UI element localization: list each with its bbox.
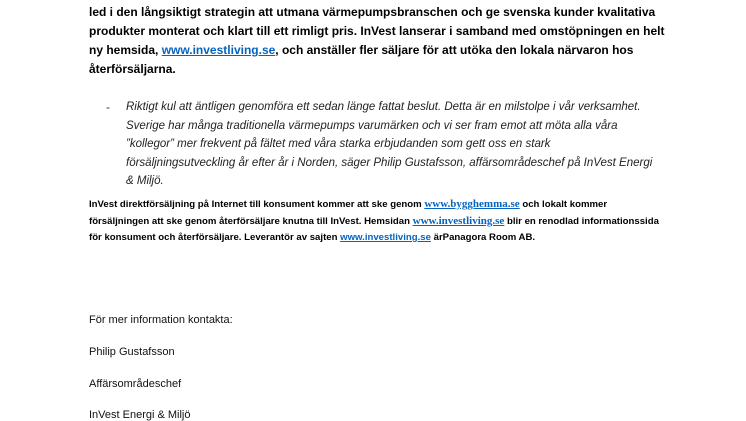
lead-text-1: led i den långsiktigt strategin att utmana värmepumpsbranschen och ge svenska kunder kvalitativa produkter monterat och klart till ett rimligt pris. InVest lanserar i samband med omstöpningen en helt ny hemsida, bbox=[89, 5, 665, 57]
contact-name: Philip Gustafsson bbox=[89, 346, 175, 358]
sales-text-4: ärPanagora Room AB. bbox=[430, 232, 536, 243]
investliving-link[interactable]: www.investliving.se bbox=[161, 43, 276, 57]
lead-text-2: , och anställer fler säljare för att utöka den lokala närvaron hos återförsäljarna. bbox=[89, 43, 634, 76]
contact-title: Affärsområdeschef bbox=[89, 378, 182, 390]
investliving-link-3[interactable]: www.investliving.se bbox=[340, 232, 431, 243]
contact-intro: För mer information kontakta: bbox=[89, 314, 233, 326]
sales-paragraph bbox=[89, 196, 659, 246]
sales-text-3: blir en renodlad informationssida för konsument och återförsäljare. Leverantör av sajten bbox=[89, 216, 659, 243]
investliving-link-2[interactable]: www.investliving.se bbox=[412, 215, 505, 227]
contact-company: InVest Energi & Miljö bbox=[89, 409, 191, 421]
sales-text-2: och lokalt kommer försäljningen att ske genom återförsäljare knutna till InVest. Hemsidan bbox=[89, 199, 608, 227]
bygghemma-link[interactable]: www.bygghemma.se bbox=[424, 198, 520, 210]
lead-paragraph bbox=[89, 3, 669, 79]
quote-dash: - bbox=[106, 100, 110, 114]
quote-text: Riktigt kul att äntligen genomföra ett sedan länge fattat beslut. Detta är en milstolpe i vår verksamhet. Sverige har många traditionella värmepumps varumärken och vi ser fram emot att möta alla våra ”kollegor” mer frekvent på fältet med våra starka erbjudanden som gett oss en stark försäljningsutveckling år efter år i Norden, säger Philip Gustafsson, affärsområdeschef på InVest Energi & Miljö. bbox=[126, 101, 653, 187]
sales-text-1: InVest direktförsäljning på Internet till konsument kommer att ske genom bbox=[89, 199, 425, 210]
